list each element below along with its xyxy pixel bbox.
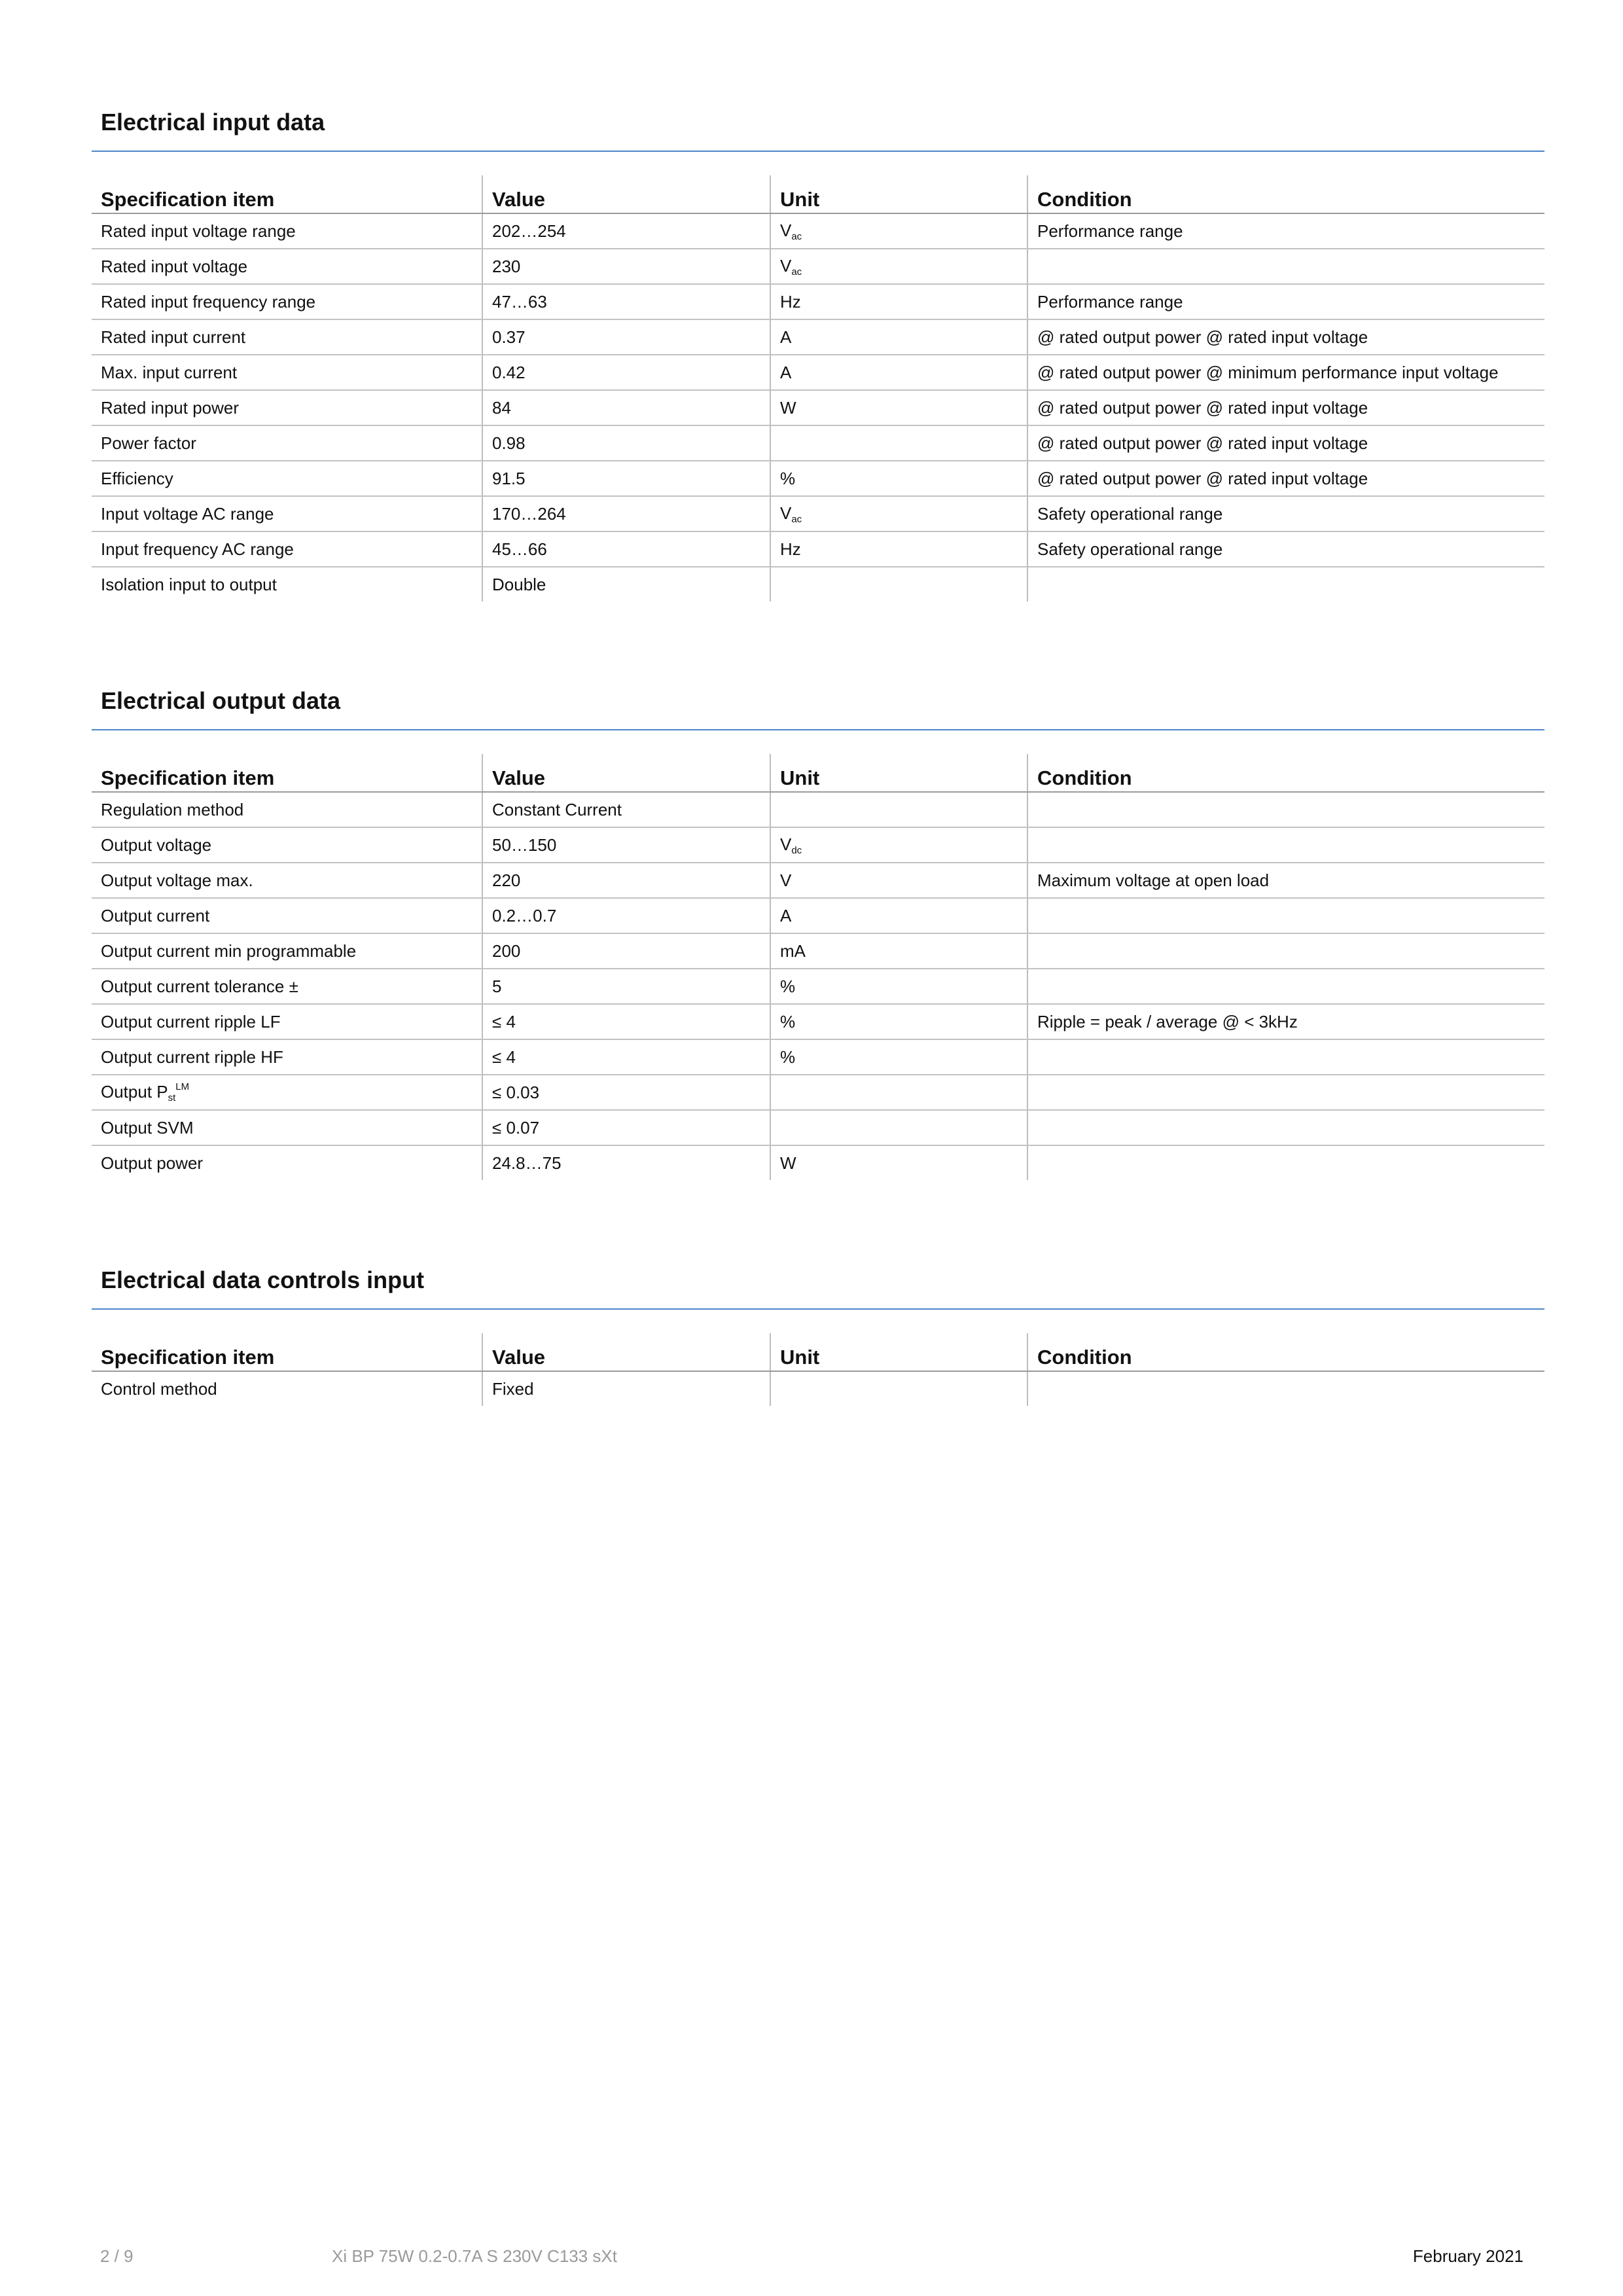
unit-text: % [780, 468, 796, 488]
table-header-row [92, 754, 1544, 792]
unit-text: W [780, 1153, 796, 1173]
cell-unit [770, 1075, 1027, 1110]
cell-condition [1027, 969, 1544, 1004]
spec-text: Max. input current [101, 362, 238, 382]
spec-table-input [92, 175, 1544, 601]
spec-text: Isolation input to output [101, 574, 277, 594]
spec-text: Output SVM [101, 1117, 194, 1138]
cell-unit [770, 213, 1027, 249]
table-row [92, 827, 1544, 863]
cell-value: Fixed [482, 1371, 770, 1406]
table-row [92, 461, 1544, 496]
section-divider [92, 729, 1544, 730]
table-row [92, 249, 1544, 284]
cell-spec [92, 827, 482, 863]
cell-unit [770, 969, 1027, 1004]
cell-condition: Ripple = peak / average @ < 3kHz [1027, 1004, 1544, 1039]
spec-superscript: LM [175, 1081, 190, 1092]
cell-spec [92, 792, 482, 827]
cell-condition: @ rated output power @ rated input voltage [1027, 319, 1544, 355]
unit-text: V [780, 255, 792, 276]
cell-spec [92, 567, 482, 601]
cell-value: Constant Current [482, 792, 770, 827]
spec-text: Input voltage AC range [101, 503, 274, 524]
table-row [92, 933, 1544, 969]
header-unit: Unit [770, 175, 1027, 213]
cell-spec [92, 319, 482, 355]
cell-unit [770, 567, 1027, 601]
spec-text: Output current ripple LF [101, 1011, 281, 1031]
cell-value: 0.42 [482, 355, 770, 390]
cell-condition: Safety operational range [1027, 531, 1544, 567]
cell-unit [770, 863, 1027, 898]
header-value: Value [482, 754, 770, 792]
cell-condition: @ rated output power @ rated input voltage [1027, 461, 1544, 496]
cell-condition [1027, 933, 1544, 969]
footer-product-name: Xi BP 75W 0.2-0.7A S 230V C133 sXt [332, 2246, 617, 2266]
cell-spec [92, 496, 482, 531]
spec-text: Output current tolerance ± [101, 976, 298, 996]
table-row [92, 1145, 1544, 1180]
header-spec: Specification item [92, 175, 482, 213]
table-row [92, 1110, 1544, 1145]
unit-text: A [780, 905, 792, 925]
header-value: Value [482, 1333, 770, 1371]
cell-spec [92, 425, 482, 461]
cell-unit [770, 319, 1027, 355]
cell-spec [92, 1039, 482, 1075]
cell-value: ≤ 0.07 [482, 1110, 770, 1145]
spec-text: Rated input voltage range [101, 221, 296, 241]
cell-spec [92, 933, 482, 969]
header-condition: Condition [1027, 754, 1544, 792]
cell-spec [92, 863, 482, 898]
cell-condition [1027, 567, 1544, 601]
cell-spec [92, 969, 482, 1004]
cell-condition: Safety operational range [1027, 496, 1544, 531]
cell-spec [92, 1004, 482, 1039]
spec-text: Output voltage max. [101, 870, 253, 890]
unit-text: mA [780, 941, 806, 961]
section-divider [92, 151, 1544, 152]
header-spec: Specification item [92, 1333, 482, 1371]
cell-value: 84 [482, 390, 770, 425]
cell-unit [770, 355, 1027, 390]
cell-value: Double [482, 567, 770, 601]
cell-value: 47…63 [482, 284, 770, 319]
spec-text: Rated input frequency range [101, 291, 316, 312]
spec-subscript: st [168, 1092, 176, 1103]
cell-spec [92, 1110, 482, 1145]
cell-spec [92, 1371, 482, 1406]
cell-spec [92, 284, 482, 319]
cell-value: 91.5 [482, 461, 770, 496]
cell-unit [770, 531, 1027, 567]
table-row [92, 425, 1544, 461]
cell-value: ≤ 4 [482, 1039, 770, 1075]
table-row [92, 319, 1544, 355]
unit-text: % [780, 1011, 796, 1031]
spec-text: Rated input power [101, 397, 240, 418]
cell-condition: @ rated output power @ rated input voltage [1027, 390, 1544, 425]
cell-value: 230 [482, 249, 770, 284]
table-row [92, 496, 1544, 531]
cell-unit [770, 284, 1027, 319]
cell-value: 200 [482, 933, 770, 969]
unit-text: A [780, 362, 792, 382]
cell-unit [770, 1145, 1027, 1180]
cell-spec [92, 531, 482, 567]
cell-value: 202…254 [482, 213, 770, 249]
unit-text: W [780, 397, 796, 418]
spec-text: Input frequency AC range [101, 539, 294, 559]
unit-subscript: ac [791, 513, 802, 525]
cell-spec [92, 898, 482, 933]
cell-value: 0.37 [482, 319, 770, 355]
cell-unit [770, 792, 1027, 827]
table-header-row [92, 175, 1544, 213]
table-row [92, 567, 1544, 601]
unit-text: Hz [780, 539, 801, 559]
footer-page-number: 2 / 9 [100, 2246, 134, 2266]
section-divider [92, 1308, 1544, 1310]
section-title: Electrical input data [101, 109, 325, 135]
spec-text: Output current ripple HF [101, 1047, 283, 1067]
unit-subscript: ac [791, 230, 802, 242]
cell-value: 50…150 [482, 827, 770, 863]
cell-spec [92, 1075, 482, 1110]
spec-text: Output current min programmable [101, 941, 357, 961]
unit-text: Hz [780, 291, 801, 312]
header-spec: Specification item [92, 754, 482, 792]
cell-spec [92, 249, 482, 284]
unit-text: V [780, 220, 792, 240]
cell-spec [92, 1145, 482, 1180]
section-title: Electrical data controls input [101, 1266, 425, 1293]
spec-table-output [92, 754, 1544, 1180]
unit-text: A [780, 327, 792, 347]
spec-text: Output power [101, 1153, 204, 1173]
table-row [92, 792, 1544, 827]
spec-text: Control method [101, 1378, 217, 1399]
table-row [92, 898, 1544, 933]
spec-text: Output current [101, 905, 210, 925]
spec-text: Power factor [101, 433, 196, 453]
unit-text: % [780, 1047, 796, 1067]
unit-subscript: ac [791, 266, 802, 278]
cell-condition [1027, 1110, 1544, 1145]
cell-unit [770, 1371, 1027, 1406]
table-row [92, 531, 1544, 567]
cell-condition [1027, 1075, 1544, 1110]
table-row [92, 1039, 1544, 1075]
cell-value: ≤ 0.03 [482, 1075, 770, 1110]
spec-table-controls [92, 1333, 1544, 1406]
footer-date: February 2021 [1412, 2246, 1524, 2266]
cell-value: 5 [482, 969, 770, 1004]
cell-value: 45…66 [482, 531, 770, 567]
table-row [92, 284, 1544, 319]
unit-text: V [780, 834, 792, 854]
table-header-row [92, 1333, 1544, 1371]
cell-condition [1027, 1371, 1544, 1406]
header-unit: Unit [770, 1333, 1027, 1371]
unit-text: % [780, 976, 796, 996]
table-row [92, 390, 1544, 425]
cell-unit [770, 390, 1027, 425]
table-row [92, 355, 1544, 390]
cell-spec [92, 213, 482, 249]
cell-condition: Performance range [1027, 213, 1544, 249]
table-row [92, 969, 1544, 1004]
cell-condition: Maximum voltage at open load [1027, 863, 1544, 898]
unit-subscript: dc [791, 844, 802, 856]
cell-spec [92, 390, 482, 425]
cell-condition [1027, 898, 1544, 933]
cell-value: 170…264 [482, 496, 770, 531]
cell-value: 220 [482, 863, 770, 898]
spec-text: Rated input current [101, 327, 246, 347]
cell-spec [92, 461, 482, 496]
spec-text: Efficiency [101, 468, 173, 488]
spec-text: Output P [101, 1082, 168, 1102]
spec-text: Output voltage [101, 834, 212, 855]
cell-condition [1027, 249, 1544, 284]
cell-condition [1027, 792, 1544, 827]
cell-value: 24.8…75 [482, 1145, 770, 1180]
unit-text: V [780, 503, 792, 523]
section-title: Electrical output data [101, 687, 341, 714]
cell-unit [770, 1004, 1027, 1039]
cell-condition: @ rated output power @ rated input voltage [1027, 425, 1544, 461]
header-value: Value [482, 175, 770, 213]
cell-unit [770, 461, 1027, 496]
cell-condition: Performance range [1027, 284, 1544, 319]
cell-unit [770, 425, 1027, 461]
cell-unit [770, 933, 1027, 969]
cell-value: 0.98 [482, 425, 770, 461]
cell-condition [1027, 827, 1544, 863]
table-row [92, 1075, 1544, 1110]
table-row [92, 213, 1544, 249]
unit-text: V [780, 870, 792, 890]
cell-unit [770, 1110, 1027, 1145]
cell-unit [770, 496, 1027, 531]
table-row [92, 1371, 1544, 1406]
cell-unit [770, 898, 1027, 933]
cell-condition [1027, 1039, 1544, 1075]
cell-condition: @ rated output power @ minimum performance input voltage [1027, 355, 1544, 390]
cell-unit [770, 249, 1027, 284]
table-row [92, 1004, 1544, 1039]
cell-unit [770, 827, 1027, 863]
cell-unit [770, 1039, 1027, 1075]
cell-value: 0.2…0.7 [482, 898, 770, 933]
cell-spec [92, 355, 482, 390]
spec-text: Rated input voltage [101, 256, 248, 276]
spec-text: Regulation method [101, 799, 244, 819]
header-condition: Condition [1027, 1333, 1544, 1371]
header-condition: Condition [1027, 175, 1544, 213]
cell-value: ≤ 4 [482, 1004, 770, 1039]
table-row [92, 863, 1544, 898]
header-unit: Unit [770, 754, 1027, 792]
cell-condition [1027, 1145, 1544, 1180]
